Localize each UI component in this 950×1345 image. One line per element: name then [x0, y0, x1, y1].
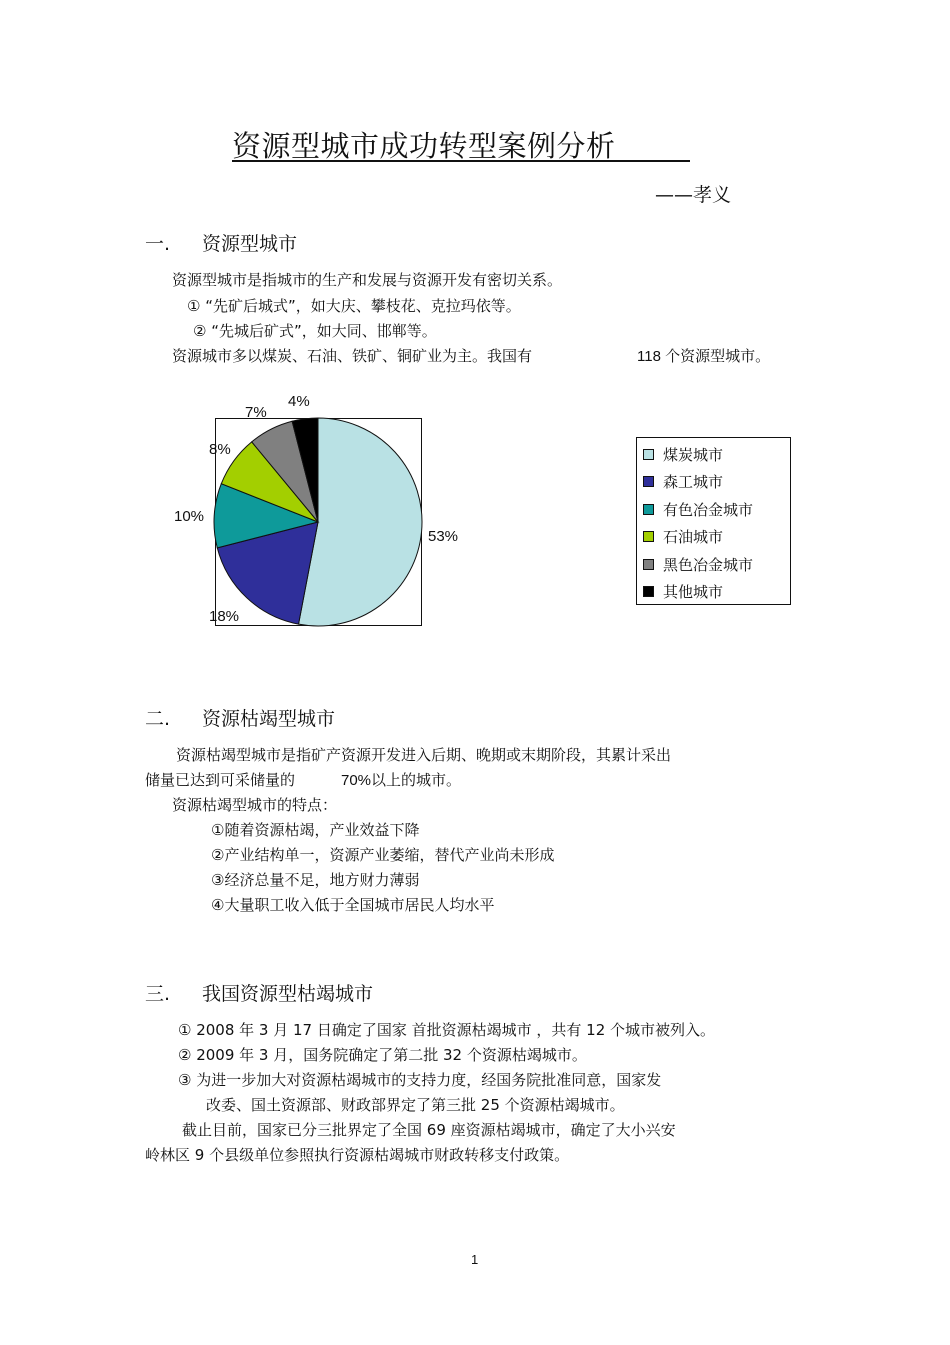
pie-value-label: 10%: [174, 508, 205, 525]
legend-label: 黑色冶金城市: [663, 555, 754, 574]
section2-features-title: 资源枯竭型城市的特点：: [172, 796, 338, 814]
feature-item: ①随着资源枯竭，产业效益下降: [211, 821, 420, 839]
section1-number: 一.: [145, 233, 171, 255]
author: ——孝义: [655, 184, 732, 206]
section3-heading: 我国资源型枯竭城市: [202, 983, 374, 1005]
section1-heading: 资源型城市: [202, 233, 298, 255]
feature-item: ②产业结构单一，资源产业萎缩，替代产业尚未形成: [211, 846, 555, 864]
section3-paragraph-line1: 截止目前，国家已分三批界定了全国 69 座资源枯竭城市，确定了大小兴安: [182, 1121, 676, 1139]
page-number: 1: [471, 1252, 479, 1267]
legend-swatch: [643, 586, 654, 597]
chart-legend: [636, 437, 791, 605]
section3-item-2: ② 2009 年 3 月，国务院确定了第二批 32 个资源枯竭城市。: [178, 1046, 587, 1064]
legend-item: [643, 443, 723, 465]
legend-label: 有色冶金城市: [663, 500, 754, 519]
pie-value-label: 7%: [245, 404, 267, 421]
legend-swatch: [643, 476, 654, 487]
section1-paragraph: 资源型城市是指城市的生产和发展与资源开发有密切关系。: [172, 271, 563, 289]
legend-item: [643, 553, 753, 575]
legend-swatch: [643, 559, 654, 570]
section3-item-3a: ③ 为进一步加大对资源枯竭城市的支持力度，经国务院批准同意，国家发: [178, 1071, 662, 1089]
section1-paragraph-2a: 资源城市多以煤炭、石油、铁矿、铜矿业为主。我国有: [172, 347, 533, 365]
legend-label: 煤炭城市: [663, 445, 724, 464]
pie-value-label: 18%: [209, 608, 240, 625]
legend-item: [643, 471, 723, 493]
section1-paragraph-2b: 118 个资源型城市。: [637, 348, 771, 365]
legend-item: [643, 498, 753, 520]
pie-value-label: 8%: [209, 441, 231, 458]
legend-label: 森工城市: [663, 473, 724, 491]
legend-swatch: [643, 449, 654, 460]
feature-item: ③经济总量不足，地方财力薄弱: [211, 871, 420, 889]
section3-item-1: ① 2008 年 3 月 17 日确定了国家 首批资源枯竭城市 ，共有 12 个城市被列入。: [178, 1021, 716, 1039]
section2-paragraph-line2b: 70%以上的城市。: [341, 772, 462, 789]
section2-heading: 资源枯竭型城市: [202, 708, 336, 730]
section2-paragraph-line1: 资源枯竭型城市是指矿产资源开发进入后期、晚期或末期阶段，其累计采出: [176, 746, 672, 764]
section1-item-1: ① “先矿后城式”，如大庆、攀枝花、克拉玛依等。: [187, 297, 521, 315]
legend-swatch: [643, 504, 654, 515]
legend-item: [643, 581, 723, 603]
section2-number: 二.: [145, 708, 171, 730]
section2-paragraph-line2a: 储量已达到可采储量的: [145, 771, 296, 789]
section1-item-2: ② “先城后矿式”，如大同、邯郸等。: [193, 322, 437, 340]
legend-swatch: [643, 531, 654, 542]
pie-value-label: 4%: [288, 393, 310, 410]
legend-label: 其他城市: [663, 583, 724, 601]
section3-item-3b: 改委、国土资源部、财政部界定了第三批 25 个资源枯竭城市。: [206, 1096, 625, 1114]
page-title: 资源型城市成功转型案例分析: [232, 129, 616, 163]
section3-number: 三.: [145, 983, 171, 1005]
legend-label: 石油城市: [663, 528, 724, 546]
feature-item: ④大量职工收入低于全国城市居民人均水平: [211, 896, 495, 914]
section3-paragraph-line2: 岭林区 9 个县级单位参照执行资源枯竭城市财政转移支付政策。: [145, 1146, 570, 1164]
legend-item: [643, 526, 723, 548]
pie-value-label: 53%: [428, 528, 459, 545]
